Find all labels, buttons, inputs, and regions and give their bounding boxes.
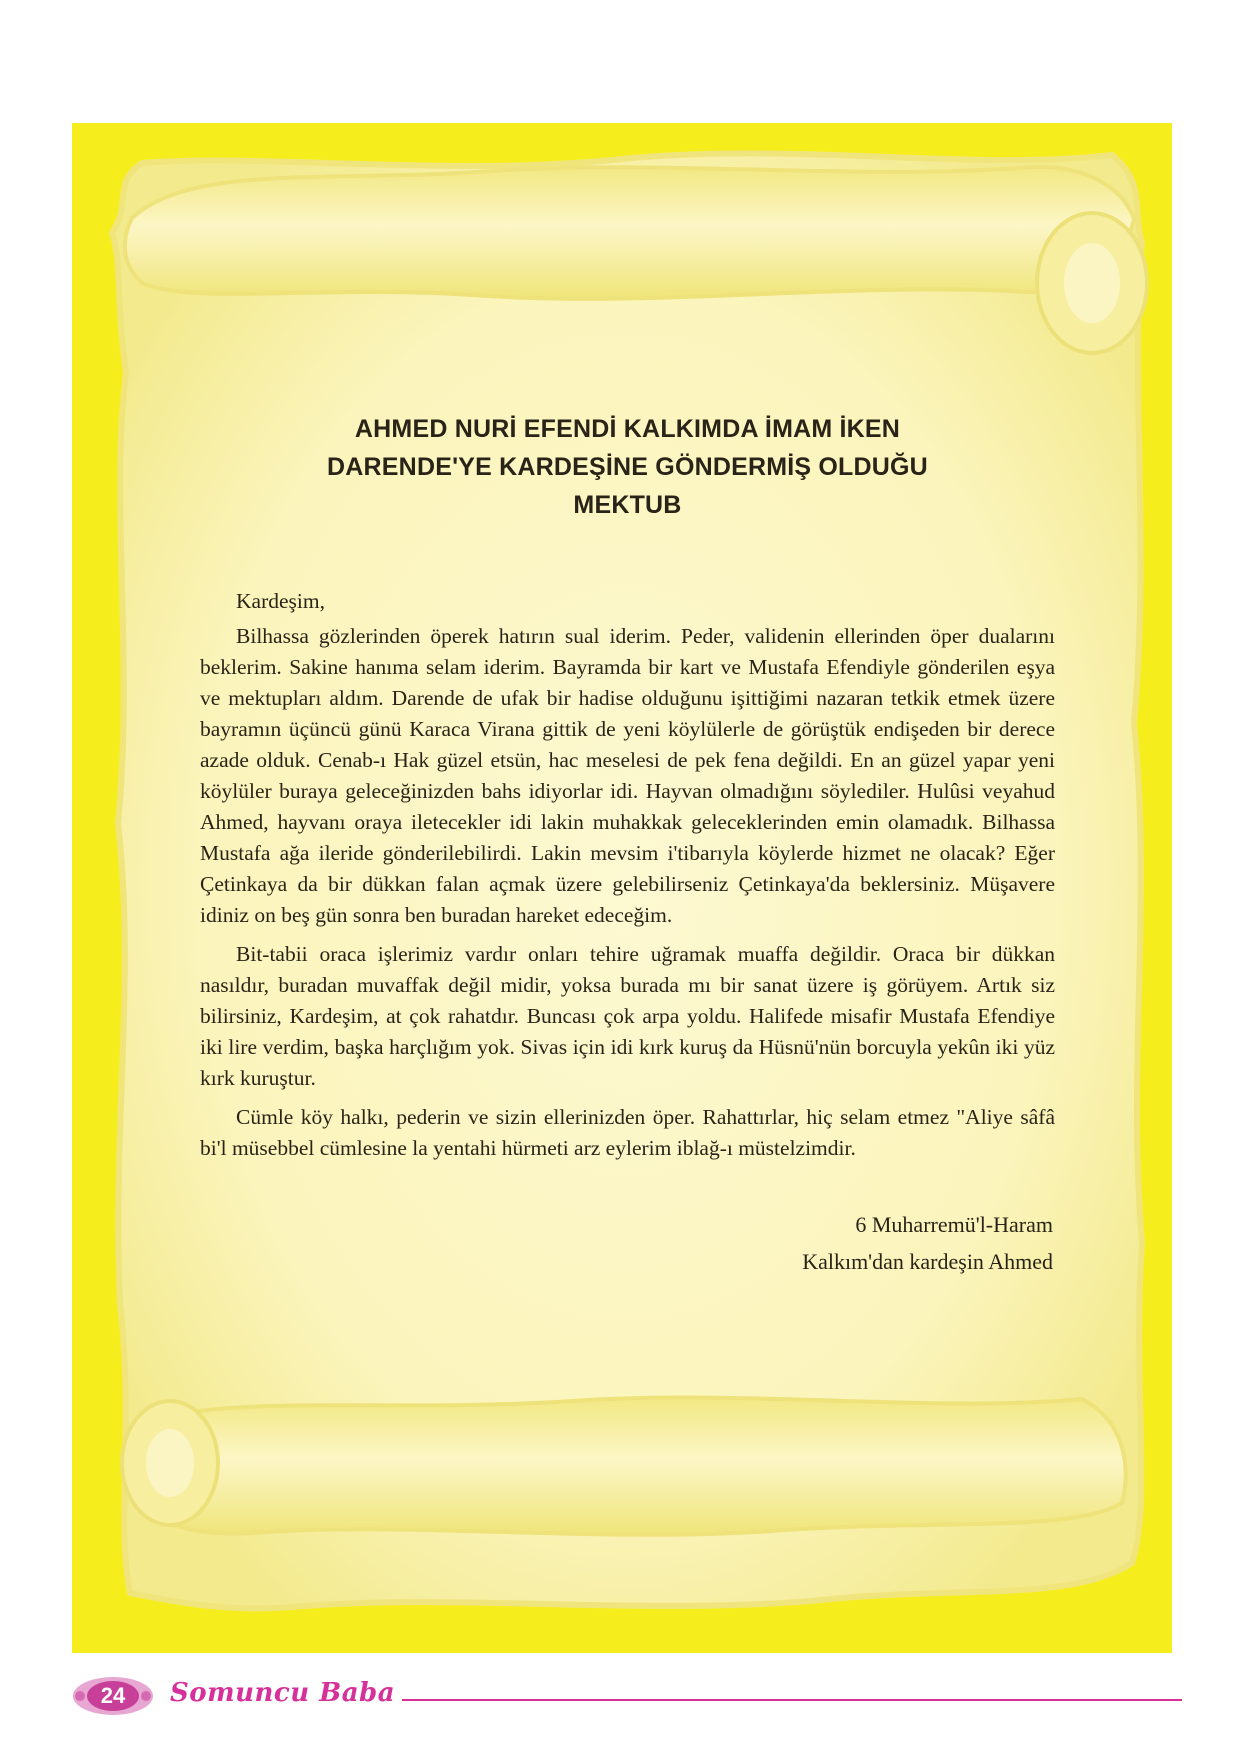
page-footer: [72, 1672, 1182, 1722]
letter-paragraph: Bit-tabii oraca işlerimiz vardır onları tehire uğramak muaffa değildir. Oraca bir dükkan nasıldır, buradan muvaffak değil midir, yoksa burada mı bir sanat üzere iş görüyem. Artık siz bilirsiniz, Kardeşim, at çok rahatdır. Buncası çok arpa yoldu. Halifede misafir Mustafa Efendiye iki lire verdim, başka harçlığım yok. Sivas için idi kırk kuruş da Hüsnü'nün borcuyla yekûn iki yüz kırk kuruştur.: [200, 942, 1055, 1090]
letter-title: [200, 410, 1055, 524]
signature-date: 6 Muharremü'l-Haram: [855, 1212, 1053, 1237]
title-line: MEKTUB: [573, 491, 682, 519]
letter-paragraph: Cümle köy halkı, pederin ve sizin ellerinizden öper. Rahattırlar, hiç selam etmez "Aliye sâfâ bi'l müsebbel cümlesine la yentahi hürmeti arz eylerim iblağ-ı müstelzimdir.: [200, 1105, 1055, 1160]
magazine-name: Somuncu Baba: [170, 1678, 396, 1708]
title-line: AHMED NURİ EFENDİ KALKIMDA İMAM İKEN: [354, 415, 901, 443]
letter-greeting: Kardeşim,: [236, 589, 325, 613]
page-number: 24: [100, 1683, 126, 1708]
letter-signature: [200, 1206, 1055, 1280]
signature-sender: Kalkım'dan kardeşin Ahmed: [802, 1249, 1053, 1274]
footer-divider: [402, 1699, 1182, 1701]
letter-paragraph: Bilhassa gözlerinden öperek hatırın sual iderim. Peder, validenin ellerinden öper dualarını beklerim. Sakine hanıma selam iderim. Bayramda bir kart ve Mustafa Efendiyle gönderilen eşya ve mektupları aldım. Darende de ufak bir hadise olduğunu işittiğimi nazaran tetkik etmek üzere bayramın üçüncü günü Karaca Virana gittik de yeni köylülerle de görüştük endişeden bir derece azade olduk. Cenab-ı Hak güzel etsün, hac meselesi de pek fena değildi. En an güzel yapar yeni köylüler buraya geleceğinizden bahs idiyorlar idi. Hayvan olmadığını söylediler. Hulûsi veyahud Ahmed, hayvanı oraya iletecekler idi lakin muhakkak geleceklerinden emin olamadık. Bilhassa Mustafa ağa ileride gönderilebilirdi. Lakin mevsim i'tibarıyla köylerde hizmet ne olacak? Eğer Çetinkaya da bir dükkan falan açmak üzere gelebilirseniz Çetinkaya'da beklersiniz. Müşavere idiniz on beş gün sonra ben buradan hareket edeceğim.: [200, 624, 1055, 927]
letter-content: [200, 410, 1055, 1280]
title-line: DARENDE'YE KARDEŞİNE GÖNDERMİŞ OLDUĞU: [327, 453, 928, 481]
